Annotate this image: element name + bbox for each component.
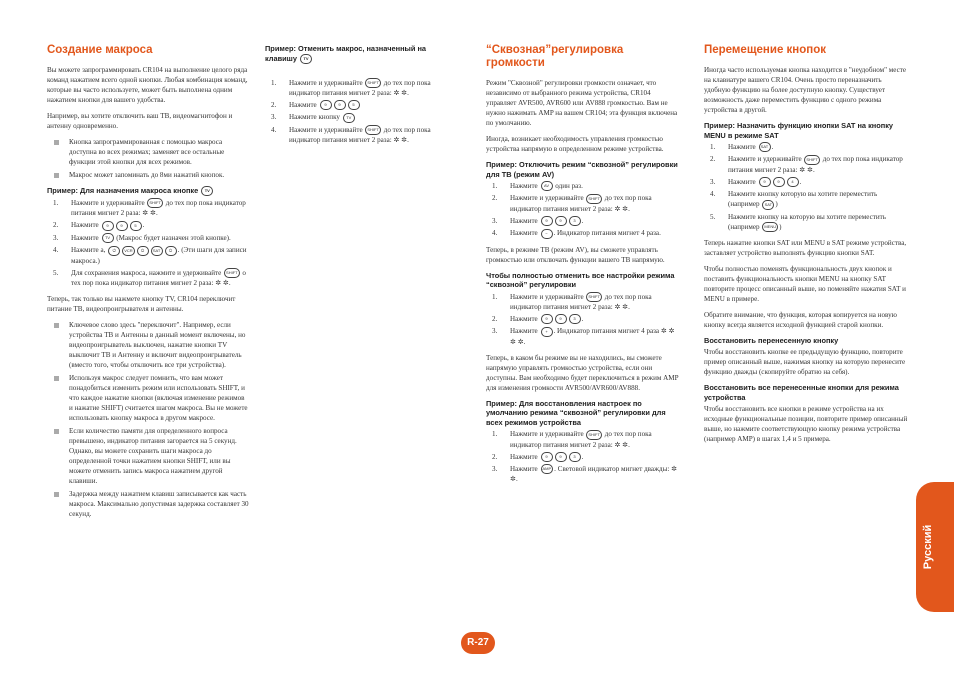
paragraph: Теперь, так только вы нажмете кнопку TV, CR104 переключит питание ТВ, видеопроигрывателя и антенны.	[47, 294, 236, 313]
paragraph: Теперь, в каком бы режиме вы не находились, вы сможете напрямую управлять громкостью устройства, если они доступны. Вам необходимо будет переключиться в режим AMP для изменения громкости AVR500/AVR600/AV888.	[486, 353, 679, 392]
example-title: Пример: Назначить функцию кнопки SAT на кнопку MENU в режиме SAT	[704, 121, 894, 140]
step-item: 3. Нажмите 9 9 3 .	[492, 216, 584, 225]
power-key-icon: ⏻	[165, 246, 177, 256]
list-item: Макрос может запоминать до 8ми нажатий кнопок.	[47, 170, 250, 180]
shift-key-icon: SHIFT	[804, 155, 820, 165]
digit-key-icon: 9	[773, 177, 785, 187]
paragraph: Вы можете запрограммировать CR104 на выполнение целого ряда команд нажатием всего одной кнопки. Любая комбинация команд, которые вы часто используете, может быть выполнена одним нажатием кнопки для вашего удобства.	[47, 66, 248, 104]
example-title: Пример: Для восстановления настроек по умолчанию режима “сквозной” регулировки для всех режимов устройства	[486, 398, 666, 427]
paragraph: Чтобы восстановить кнопке ее предыдущую функцию, повторите пример описанный выше, нажимая кнопку на которую перенесите функцию дважды (скопируйте обратно на себя).	[704, 348, 906, 377]
square-bullet-icon	[54, 429, 59, 434]
step-item: 4. Нажмите кнопку которую вы хотите переместить (например SAT )	[710, 190, 878, 209]
list-item: Кнопка запрограммированная с помощью макроса доступна во всех режимах; заменяет все остальные функции этой кнопки для всех режимов.	[47, 137, 250, 167]
sat-key-icon: SAT	[151, 246, 163, 256]
amp-key-icon: AMP	[541, 464, 554, 474]
paragraph: Обратите внимание, что функция, которая копируется на новую кнопку всегда является исходной функцией старой кнопки.	[704, 310, 897, 329]
page-number: R-27	[461, 632, 495, 654]
shift-key-icon: SHIFT	[586, 430, 602, 440]
digit-key-icon: 9	[102, 221, 114, 231]
digit-key-icon: 9	[541, 452, 553, 462]
paragraph: Иногда часто используемая кнопка находится в "неудобном" месте на клавиатуре вашего CR104. Очень просто переназначить удобную функцию на более доступную кнопку. Существует возможность даже переместить функцию с одного режима устройства в другой.	[704, 66, 907, 114]
digit-key-icon: 9	[555, 452, 567, 462]
steps-list	[47, 198, 250, 288]
step-item: 3. Нажмите AMP . Световой индикатор мигнет дважды: ✲ ✲.	[492, 464, 678, 484]
bullet-list	[47, 320, 250, 519]
square-bullet-icon	[54, 140, 59, 145]
example-title: Пример: Отключить режим “сквозной” регулировки для ТВ (режим AV)	[486, 160, 678, 179]
sat-key-icon: SAT	[762, 200, 774, 210]
shift-key-icon: SHIFT	[365, 78, 381, 88]
column-create-macro	[47, 44, 250, 525]
paragraph: Режим "Сквозной" регулировки громкости означает, что независимо от выбранного режима устройства, CR104 управляет AVR500, AVR600 или AV888 громкостью. Вам не нужно нажимать AMP на вашем CR104; эта функция включена по умолчанию.	[486, 79, 678, 127]
step-item: 1. Нажмите и удерживайте SHIFT до тех пор пока индикатор питания мигнет 2 раза: ✲ ✲.	[271, 78, 431, 97]
example-title: Чтобы полностью отменить все настройки режима “сквозной” регулировки	[486, 270, 675, 289]
tv-key-icon: TV	[300, 54, 312, 64]
steps-list	[486, 181, 680, 239]
column-move-keys	[704, 44, 909, 450]
paragraph: Чтобы полностью поменять функциональность двух кнопок и поставить функциональность кнопки MENU на кнопку SAT повторите процесс описанный выше, но поменяйте нажатия SAT и MENU в примере.	[704, 264, 906, 303]
column-passthrough-volume	[486, 44, 680, 490]
digit-key-icon: 3	[569, 314, 581, 324]
digit-key-icon: 9	[320, 100, 332, 110]
subsection-title: Восстановить перенесенную кнопку	[704, 335, 839, 345]
paragraph: Чтобы восстановить все кнопки в режиме устройства на их исходные функциональные позиции, повторите пример описанный выше, но нажмите соответствующую кнопку режима устройства (например AMP) в шагах 1,4 и 5 примера.	[704, 405, 908, 444]
power-key-icon: ⏻	[108, 246, 120, 256]
shift-key-icon: SHIFT	[365, 125, 381, 135]
digit-key-icon: 3	[569, 216, 581, 226]
list-item: Задержка между нажатием клавиш записывается как часть макроса. Максимально допустимая задержка составляет 30 секунд.	[47, 489, 250, 519]
digit-key-icon: 9	[541, 216, 553, 226]
digit-key-icon: 5	[348, 100, 360, 110]
tv-key-icon: TV	[102, 233, 114, 243]
digit-key-icon: 9	[334, 100, 346, 110]
minus-key-icon: −	[541, 229, 553, 239]
list-item: Если количество памяти для определенного вопроса превышено, индикатор питания загорается на 5 секунд. Однако, вы можете сохранить шаги макроса до определенной точки нажатием кнопки SHIFT, или вы можете отменить запись макроса нажатием другой клавиши.	[47, 426, 250, 486]
paragraph: Теперь, в режиме ТВ (режим AV), вы сможете управлять громкостью или отключать функции вашего ТВ напрямую.	[486, 245, 665, 264]
step-item: 2. Нажмите 9 9 5 .	[53, 221, 145, 230]
subsection-title: Восстановить все перенесенные кнопки для режима устройства	[704, 383, 899, 402]
steps-list	[704, 142, 909, 232]
language-tab-label: Русский	[922, 524, 934, 570]
step-item: 2. Нажмите 9 9 3 .	[492, 314, 584, 323]
bullet-list	[47, 137, 250, 180]
square-bullet-icon	[54, 173, 59, 178]
paragraph: Например, вы хотите отключить ваш ТВ, видеомагнитофон и антенну одновременно.	[47, 112, 233, 130]
remote-key-icon: TV	[201, 186, 213, 196]
step-item: 5. Для сохранения макроса, нажмите и удерживайте SHIFT о тех пор пока индикатор питания мигнет 2 раза: ✲ ✲.	[53, 268, 246, 287]
sat-key-icon: SAT	[759, 142, 771, 152]
example-title: Пример: Для назначения макроса кнопке TV	[47, 186, 250, 196]
step-item: 3. Нажмите 9 9 4 .	[710, 177, 802, 186]
step-item: 1. Нажмите и удерживайте SHIFT до тех пор пока индикатор питания мигнет 2 раза: ✲ ✲.	[492, 292, 652, 311]
paragraph: Иногда, возникает необходимость управления громкостью устройства напрямую в определенном режиме устройства.	[486, 135, 664, 153]
step-item: 3. Нажмите кнопку TV	[265, 112, 457, 122]
step-item: 1. Нажмите и удерживайте SHIFT до тех пор пока индикатор питания мигнет 2 раза: ✲ ✲.	[492, 430, 652, 449]
step-item: 3. Нажмите TV (Макрос будет назначен этой кнопке).	[53, 233, 231, 242]
vcr-key-icon: VCR	[122, 246, 134, 256]
shift-key-icon: SHIFT	[147, 198, 163, 208]
steps-list	[486, 429, 680, 484]
list-item: Используя макрос следует помнить, что вам может понадобиться изменить режим или использовать SHIFT, и что каждое нажатие кнопки (включая изменение режимов и нажатие SHIFT) считается шагом макроса. Вы не можете использовать кнопку макроса в другом макросе.	[47, 373, 250, 423]
shift-key-icon: SHIFT	[224, 268, 240, 278]
power-key-icon: ⏻	[137, 246, 149, 256]
section-title-create-macro: Создание макроса	[47, 44, 153, 56]
example-title: Пример: Отменить макрос, назначенный на клавишу TV	[265, 44, 427, 63]
square-bullet-icon	[54, 323, 59, 328]
square-bullet-icon	[54, 376, 59, 381]
square-bullet-icon	[54, 492, 59, 497]
step-item: 4. Нажмите и удерживайте SHIFT до тех пор пока индикатор питания мигнет 2 раза: ✲ ✲.	[271, 125, 431, 145]
menu-key-icon: MENU	[762, 222, 778, 232]
digit-key-icon: 9	[116, 221, 128, 231]
step-item: 1. Нажмите SAT .	[710, 143, 774, 151]
av-key-icon: AV	[541, 181, 553, 191]
column-cancel-macro	[265, 44, 457, 151]
step-item: 2. Нажмите и удерживайте SHIFT до тех пор пока индикатор питания мигнет 2 раза: ✲ ✲.	[492, 194, 652, 213]
step-item: 5. Нажмите кнопку на которую вы хотите переместить (например MENU )	[710, 212, 886, 231]
plus-key-icon: +	[541, 327, 553, 337]
paragraph: Теперь нажатие кнопки SAT или MENU в SAT режиме устройства, заставляет устройство выполнять функцию кнопки SAT.	[704, 238, 907, 257]
digit-key-icon: 3	[569, 452, 581, 462]
list-item: Ключевое слово здесь "переключит". Например, если устройства ТВ и Антенны в данный момент включены, но видеопроигрыватель выключен, нажатие кнопки TV выключит ТВ и Антенну и включит видеопроигрыватель (вместо того, чтобы отключить все три устройства).	[47, 320, 250, 370]
step-item: 2. Нажмите и удерживайте SHIFT до тех пор пока индикатор питания мигнет 2 раза: ✲ ✲.	[710, 155, 903, 174]
digit-key-icon: 4	[787, 177, 799, 187]
digit-key-icon: 9	[555, 216, 567, 226]
digit-key-icon: 9	[541, 314, 553, 324]
step-item: 1. Нажмите и удерживайте SHIFT до тех пор пока индикатор питания мигнет 2 раза: ✲ ✲.	[53, 199, 246, 218]
steps-list	[265, 78, 457, 146]
digit-key-icon: 9	[555, 314, 567, 324]
digit-key-icon: 5	[130, 221, 142, 231]
section-title-passthrough-volume: “Сквозная”регулировка громкости	[486, 44, 624, 69]
shift-key-icon: SHIFT	[586, 194, 602, 204]
section-title-move-keys: Перемещение кнопок	[704, 44, 826, 56]
step-item: 3. Нажмите + . Индикатор питания мигнет 4 раза ✲ ✲ ✲ ✲.	[492, 327, 675, 346]
step-item: 2. Нажмите 9 9 5	[265, 100, 457, 110]
digit-key-icon: 9	[759, 177, 771, 187]
step-item: 2. Нажмите 9 9 3 .	[492, 452, 584, 461]
step-item: 4. Нажмите a, ⏻ VCR ⏻ SAT ⏻ . (Эти шаги для записи макроса.)	[53, 246, 247, 265]
language-tab	[916, 482, 954, 612]
steps-list	[486, 292, 680, 347]
step-item: 1. Нажмите AV один раз.	[492, 182, 583, 190]
step-item: 4. Нажмите − . Индикатор питания мигнет 4 раза.	[492, 229, 661, 238]
shift-key-icon: SHIFT	[586, 292, 602, 302]
tv-key-icon: TV	[343, 113, 355, 123]
